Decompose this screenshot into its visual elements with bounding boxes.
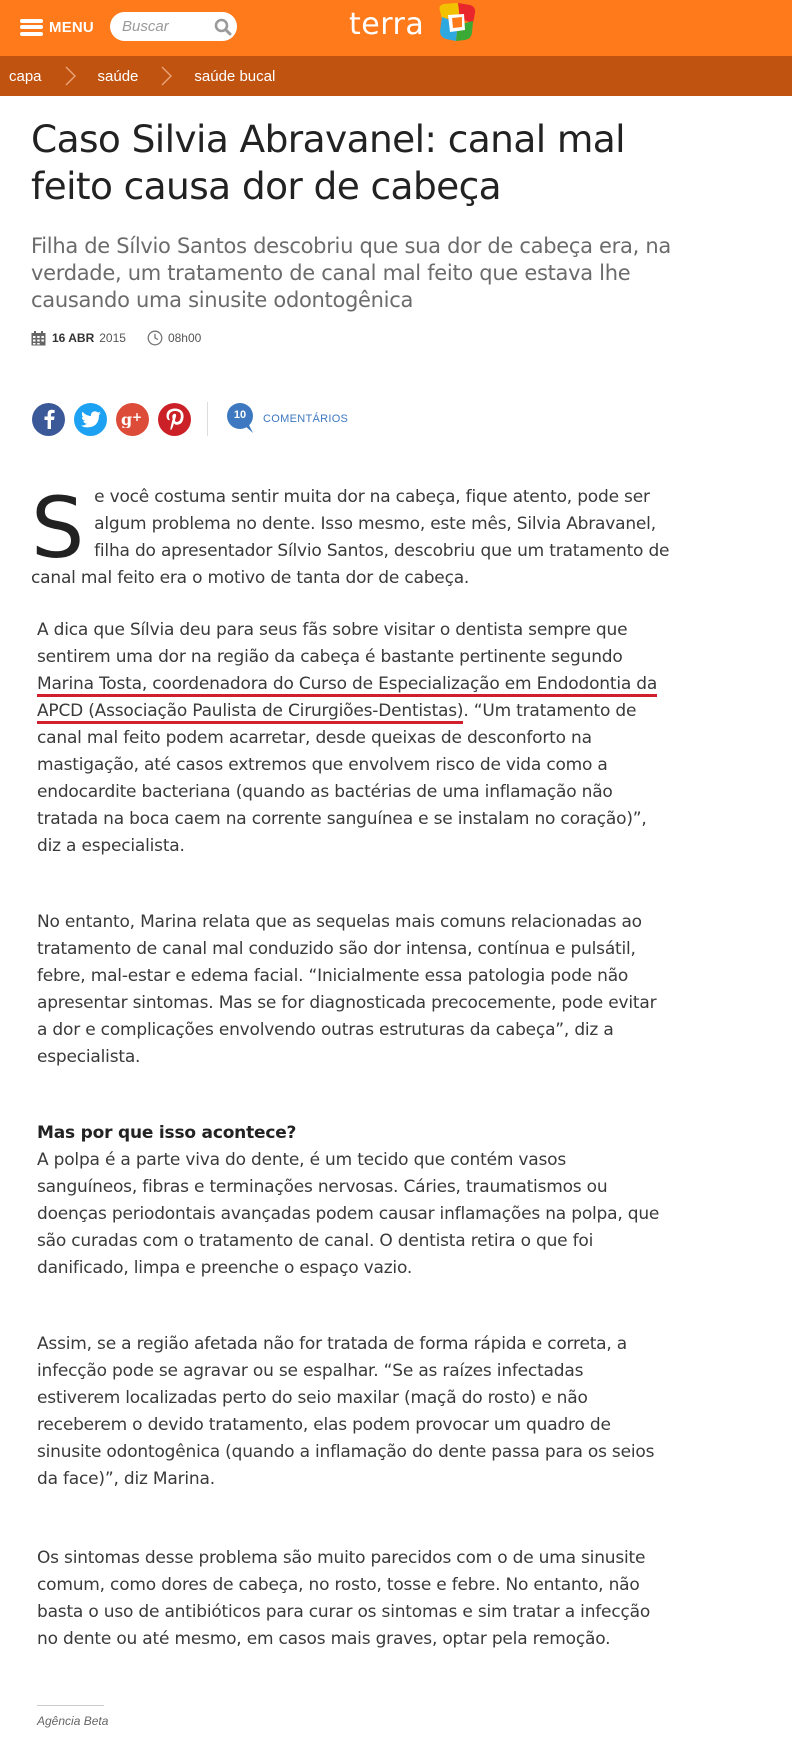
comments-count: 10 — [233, 409, 247, 421]
breadcrumb — [0, 56, 792, 96]
share-divider — [207, 402, 208, 436]
article-subtitle: Filha de Sílvio Santos descobriu que sua dor de cabeça era, na verdade, um tratamento de canal mal feito que estava lhe causando uma sinusite odontogênica — [31, 234, 671, 312]
paragraph-1 — [37, 617, 667, 860]
drop-cap: S — [31, 479, 85, 577]
paragraph-3 — [37, 1120, 667, 1282]
pinterest-icon — [165, 408, 185, 430]
facebook-share-button[interactable] — [32, 403, 65, 436]
search-icon[interactable] — [214, 18, 232, 36]
clock-icon — [147, 330, 163, 346]
breadcrumb-item-saude[interactable]: saúde — [97, 67, 139, 85]
chevron-right-icon — [158, 66, 176, 86]
comments-label: COMENTÁRIOS — [263, 413, 349, 425]
article-year: 2015 — [99, 331, 126, 345]
logo-mark-icon — [434, 1, 478, 43]
article-lead — [31, 479, 671, 592]
facebook-icon — [42, 409, 56, 429]
paragraph-1-intro: A dica que Sílvia deu para seus fãs sobre visitar o dentista sempre que sentirem uma dor na região da cabeça é bastante pertinente segundo — [37, 620, 628, 667]
top-header — [0, 0, 792, 56]
logo-text: terra — [349, 7, 425, 42]
article-title: Caso Silvia Abravanel: canal mal feito causa dor de cabeça — [31, 117, 625, 208]
lead-text: e você costuma sentir muita dor na cabeça, fique atento, pode ser algum problema no dente. Isso mesmo, este mês, Silvia Abravanel, filha do apresentador Sílvio Santos, descobriu que um tratamento de canal mal feito era o motivo de tanta dor de cabeça. — [31, 487, 670, 588]
section-subheading: Mas por que isso acontece? — [37, 1123, 297, 1143]
pinterest-share-button[interactable] — [158, 403, 191, 436]
article-source: Agência Beta — [37, 1714, 109, 1728]
search-input[interactable] — [122, 16, 210, 37]
article-time: 08h00 — [167, 331, 202, 345]
paragraph-3-text: A polpa é a parte viva do dente, é um tecido que contém vasos sanguíneos, fibras e terminações nervosas. Cáries, traumatismos ou doenças periodontais avançadas podem causar inflamações na polpa, que são curadas com o tratamento de canal. O dentista retira o que foi danificado, limpa e preenche o espaço vazio. — [37, 1150, 660, 1278]
breadcrumb-item-saude-bucal[interactable]: saúde bucal — [194, 67, 276, 85]
chevron-right-icon — [62, 66, 80, 86]
svg-text:+: + — [131, 410, 142, 424]
paragraph-2: No entanto, Marina relata que as sequelas mais comuns relacionadas ao tratamento de canal mal conduzido são dor intensa, contínua e pulsátil, febre, mal-estar e edema facial. “Inicialmente essa patologia pode não apresentar sintomas. Mas se for diagnosticada precocemente, pode evitar a dor e complicações envolvendo outras estruturas da cabeça”, diz a especialista. — [37, 912, 657, 1067]
menu-label: MENU — [49, 18, 94, 36]
twitter-share-button[interactable] — [74, 403, 107, 436]
hamburger-icon — [20, 19, 43, 36]
comment-bubble-icon — [224, 403, 256, 435]
search-box — [110, 12, 237, 41]
comments-link[interactable] — [224, 403, 348, 435]
paragraph-1-quote: . “Um tratamento de canal mal feito podem acarretar, desde queixas de desconforto na mastigação, até casos extremos que envolvem risco de vida como a endocardite bacteriana (quando as bactérias de uma inflamação não tratada na boca caem na corrente sanguínea e se instalam no coração)”, diz a especialista. — [37, 701, 647, 856]
calendar-icon — [31, 331, 46, 346]
paragraph-4: Assim, se a região afetada não for tratada de forma rápida e correta, a infecção pode se agravar ou se espalhar. “Se as raízes infectadas estiverem localizadas perto do seio maxilar (maçã do rosto) e não receberem o devido tratamento, elas podem provocar um quadro de sinusite odontogênica (quando a inflamação do dente passa para os seios da face)”, diz Marina. — [37, 1334, 655, 1489]
google-plus-icon — [121, 410, 145, 428]
article-date: 16 ABR — [52, 331, 95, 345]
terra-logo[interactable] — [349, 1, 479, 49]
paragraph-5: Os sintomas desse problema são muito parecidos com o de uma sinusite comum, como dores de cabeça, no rosto, tosse e febre. No entanto, não basta o uso de antibióticos para curar os sintomas e sim tratar a infecção no dente ou até mesmo, em casos mais graves, optar pela remoção. — [37, 1548, 651, 1649]
google-plus-share-button[interactable] — [116, 403, 149, 436]
menu-button[interactable] — [20, 15, 94, 39]
svg-text:g: g — [120, 410, 132, 428]
share-bar — [32, 402, 348, 436]
breadcrumb-item-capa[interactable]: capa — [9, 67, 42, 85]
source-divider — [37, 1705, 104, 1706]
highlighted-expert-name: Marina Tosta, coordenadora do Curso de Especialização em Endodontia da APCD (Associação Paulista de Cirurgiões-Dentistas) — [37, 674, 657, 724]
twitter-icon — [81, 411, 101, 428]
article-meta — [31, 329, 201, 347]
